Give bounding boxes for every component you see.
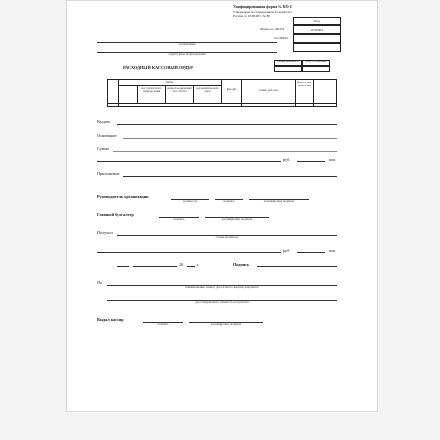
purpose-header: Код целе-вого назна-чения	[297, 81, 312, 87]
chief-signature-caption: подпись	[173, 217, 185, 221]
okud-value-cell: 0310002	[293, 25, 341, 34]
issue-line[interactable]	[117, 124, 337, 125]
sum-label: Сумма	[97, 146, 109, 151]
doc-date-field[interactable]	[302, 66, 330, 72]
organization-caption: организация	[178, 42, 196, 46]
division-caption: структурное подразделение	[168, 52, 206, 56]
cashier-signature-caption: подпись	[157, 322, 169, 326]
subcol-analytic: код аналитиче-ского учета	[196, 87, 219, 93]
head-position-caption: должность	[182, 199, 198, 203]
signature-label: Подпись	[233, 262, 250, 267]
by-label: По	[97, 280, 103, 285]
doc-date-header: Дата составления	[302, 60, 330, 66]
attachment-line[interactable]	[123, 176, 337, 177]
issue-label: Выдать	[97, 119, 111, 124]
extra-code-cell	[293, 43, 341, 52]
received-kop-field[interactable]	[297, 252, 325, 253]
kop-field[interactable]	[297, 161, 325, 162]
rub-label: руб.	[283, 157, 291, 162]
chief-accountant-label: Главный бухгалтер	[97, 212, 134, 217]
kod-header-cell: Код	[293, 17, 341, 25]
basis-line[interactable]	[123, 138, 337, 139]
sum-line-2[interactable]	[97, 161, 281, 162]
attachment-label: Приложение	[97, 171, 120, 176]
kop-label: коп.	[329, 157, 337, 162]
g-label: г.	[197, 262, 200, 267]
form-note: Унифицированная форма № КО-2	[233, 5, 292, 9]
received-label: Получил	[97, 230, 113, 235]
basis-label: Основание:	[97, 133, 118, 138]
received-line-2[interactable]	[97, 252, 281, 253]
head-decoding-caption: расшифровка подписи	[263, 199, 295, 203]
okud-label: Форма по ОКУД	[260, 27, 284, 31]
head-label: Руководитель организации	[97, 194, 149, 199]
credit-header: Кре-дит	[226, 88, 237, 91]
document-sheet	[66, 0, 378, 412]
subcol-division: код структур-ного подразде-ления	[141, 87, 162, 93]
sum-line[interactable]	[113, 151, 337, 152]
id-caption: удостоверяющего личность получателя	[195, 300, 249, 304]
main-table	[107, 79, 337, 107]
okpo-label: по ОКПО	[274, 36, 288, 40]
cashier-label: Выдал кассир	[97, 317, 124, 322]
day-field[interactable]	[117, 266, 129, 267]
year-field[interactable]	[187, 266, 195, 267]
year-label: 20	[179, 262, 184, 267]
doc-number-header: Номер документа	[274, 60, 302, 66]
signature-field[interactable]	[257, 266, 337, 267]
approved-line-1: Утверждена постановлением Госкомстата	[233, 10, 292, 14]
id-document-caption: наименование, номер, дата и место выдачи документа	[185, 285, 259, 289]
month-field[interactable]	[133, 266, 177, 267]
head-signature-caption: подпись	[223, 199, 235, 203]
received-kop-label: коп.	[329, 248, 337, 253]
sum-header: Сумма, руб. коп.	[258, 89, 279, 92]
sum-words-caption: сумма прописью	[215, 235, 239, 239]
approved-line-2: России от 18.08.98 г. № 88	[233, 14, 270, 18]
subcol-account: корреспон-дирующий счет, субсчет	[167, 87, 192, 93]
document-title: РАСХОДНЫЙ КАССОВЫЙ ОРДЕР	[123, 65, 193, 70]
cashier-decoding-caption: расшифровка подписи	[210, 322, 242, 326]
received-rub-label: руб.	[283, 248, 291, 253]
debit-header: Дебет	[165, 80, 174, 84]
chief-decoding-caption: расшифровка подписи	[221, 217, 253, 221]
okpo-value-cell	[293, 34, 341, 43]
doc-number-field[interactable]	[274, 66, 302, 72]
